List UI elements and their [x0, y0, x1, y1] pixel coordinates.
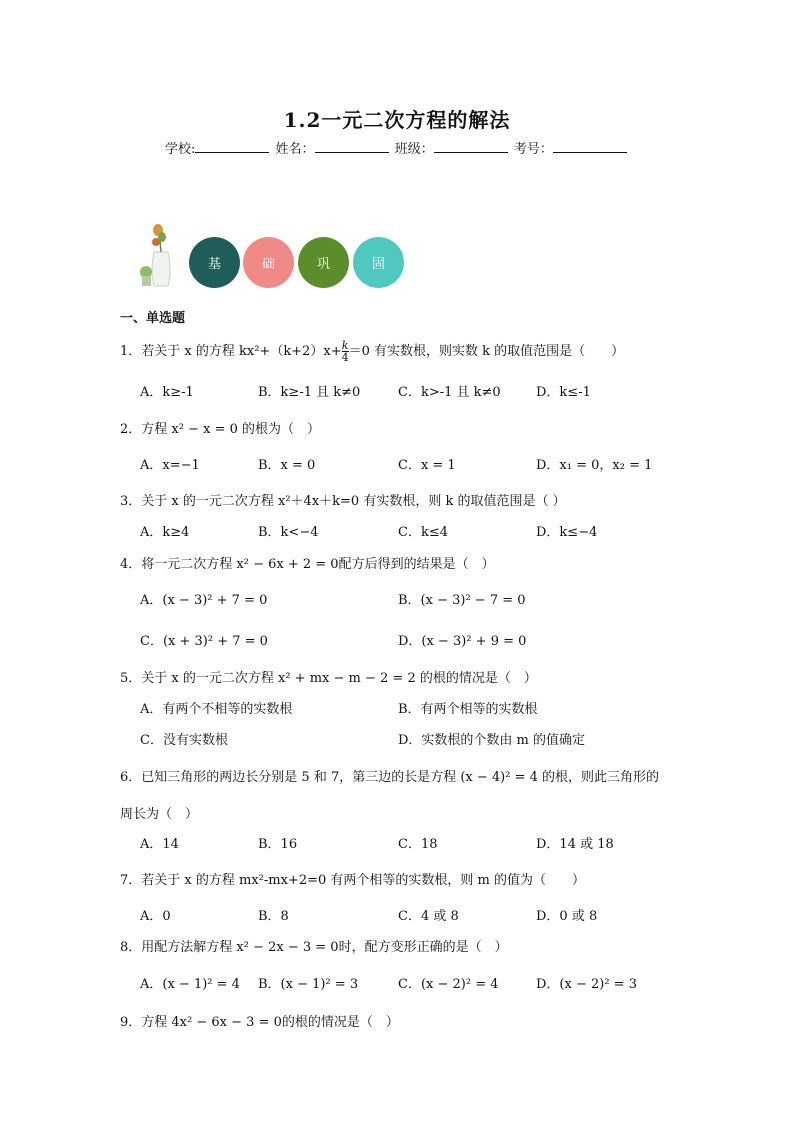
question-3: 3．关于 x 的一元二次方程 x²＋4x＋k=0 有实数根，则 k 的取值范围是（ ）	[120, 494, 566, 509]
q3-option-b[interactable]: B．k<−4	[258, 525, 319, 540]
q7-option-b[interactable]: B．8	[258, 909, 289, 924]
name-label: 姓名：	[275, 142, 315, 157]
q2-option-a[interactable]: A．x=−1	[140, 458, 200, 473]
q8-option-d[interactable]: D．(x − 2)² = 3	[536, 977, 637, 992]
class-label: 班级：	[394, 142, 434, 157]
q7-option-a[interactable]: A．0	[140, 909, 171, 924]
question-6-line2: 周长为（ ）	[120, 807, 199, 822]
q6-option-d[interactable]: D．14 或 18	[536, 837, 614, 852]
exam-blank	[553, 140, 627, 153]
badge-4: 固	[353, 237, 404, 288]
question-4: 4．将一元二次方程 x² − 6x + 2 = 0配方后得到的结果是（ ）	[120, 557, 495, 572]
q8-option-a[interactable]: A．(x − 1)² = 4	[140, 977, 240, 992]
name-blank	[315, 140, 389, 153]
page-title: 1.2一元二次方程的解法	[283, 108, 511, 132]
q7-option-c[interactable]: C．4 或 8	[398, 909, 459, 924]
q7-option-d[interactable]: D．0 或 8	[536, 909, 598, 924]
q1-option-d[interactable]: D．k≤-1	[536, 385, 591, 400]
q2-option-c[interactable]: C．x = 1	[398, 458, 456, 473]
q8-option-b[interactable]: B．(x − 1)² = 3	[258, 977, 359, 992]
class-blank	[434, 140, 508, 153]
q3-option-c[interactable]: C．k≤4	[398, 525, 448, 540]
question-2: 2．方程 x² − x = 0 的根为（ ）	[120, 422, 321, 437]
badge-1: 基	[189, 237, 240, 288]
q1-option-a[interactable]: A．k≥-1	[140, 385, 194, 400]
question-5: 5．关于 x 的一元二次方程 x² + mx − m − 2 = 2 的根的情况是（ ）	[120, 671, 537, 686]
q8-option-c[interactable]: C．(x − 2)² = 4	[398, 977, 499, 992]
q6-option-b[interactable]: B．16	[258, 837, 298, 852]
q4-option-d[interactable]: D．(x − 3)² + 9 = 0	[398, 634, 527, 649]
q5-option-d[interactable]: D．实数根的个数由 m 的值确定	[398, 733, 586, 748]
q5-option-b[interactable]: B．有两个相等的实数根	[398, 702, 538, 717]
student-info	[165, 138, 629, 157]
question-1: 1．若关于 x 的方程 kx²+（k+2）x+ $\frac{k}{4}$ ＝0 有实数根，则实数 k 的取值范围是（ ）	[120, 339, 625, 364]
q1-option-b[interactable]: B．k≥-1 且 k≠0	[258, 385, 361, 400]
q5-option-c[interactable]: C．没有实数根	[140, 733, 228, 748]
q2-option-d[interactable]: D．x₁ = 0，x₂ = 1	[536, 458, 653, 473]
school-blank	[195, 140, 269, 153]
q5-option-a[interactable]: A．有两个不相等的实数根	[140, 702, 293, 717]
q1-option-c[interactable]: C．k>-1 且 k≠0	[398, 385, 501, 400]
question-6: 6．已知三角形的两边长分别是 5 和 7，第三边的长是方程 (x − 4)² = 4 的根，则此三角形的	[120, 770, 660, 785]
badge-2: 础	[243, 237, 294, 288]
q4-option-c[interactable]: C．(x + 3)² + 7 = 0	[140, 634, 268, 649]
q4-option-b[interactable]: B．(x − 3)² − 7 = 0	[398, 593, 526, 608]
school-label: 学校:	[165, 142, 196, 157]
q6-option-c[interactable]: C．18	[398, 837, 438, 852]
exam-label: 考号：	[513, 142, 553, 157]
badge-3: 巩	[298, 237, 349, 288]
q4-option-a[interactable]: A．(x − 3)² + 7 = 0	[140, 593, 268, 608]
section-heading: 一、单选题	[120, 311, 186, 326]
q3-option-a[interactable]: A．k≥4	[140, 525, 190, 540]
question-9: 9．方程 4x² − 6x − 3 = 0的根的情况是（ ）	[120, 1015, 399, 1030]
q6-option-a[interactable]: A．14	[140, 837, 179, 852]
q2-option-b[interactable]: B．x = 0	[258, 458, 316, 473]
question-7: 7．若关于 x 的方程 mx²-mx+2=0 有两个相等的实数根，则 m 的值为（ ）	[120, 873, 585, 888]
plant-vase-icon	[138, 222, 182, 290]
q3-option-d[interactable]: D．k≤−4	[536, 525, 598, 540]
question-8: 8．用配方法解方程 x² − 2x − 3 = 0时，配方变形正确的是（ ）	[120, 940, 508, 955]
